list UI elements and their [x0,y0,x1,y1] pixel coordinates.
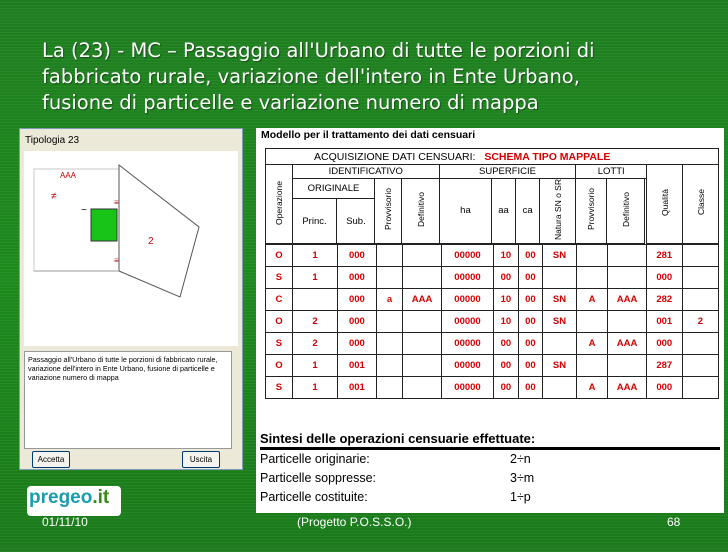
cell-sub: 000 [338,266,376,288]
census-model-sheet [256,128,724,513]
cell-ha: 00000 [441,332,493,354]
uscita-button[interactable]: Uscita [182,451,220,468]
cell-aa: 00 [494,354,518,376]
cell-ca: 00 [518,310,542,332]
header-definitivo: Definitivo [415,191,426,227]
cell-op: O [266,354,293,376]
diagram-mark-3: ≡ [114,256,119,265]
cell-qual: 282 [646,288,682,310]
header-ha: ha [440,179,492,244]
cell-cls [682,376,718,398]
cell-op: S [266,266,293,288]
cell-ha: 00000 [441,354,493,376]
cell-nat: SN [543,354,577,376]
cell-aa: 10 [494,244,518,266]
cell-op: O [266,310,293,332]
cell-princ: 1 [292,244,337,266]
cell-ca: 00 [518,354,542,376]
cell-qual: 000 [646,376,682,398]
header-originale: ORIGINALE [292,179,375,199]
cell-nat [543,376,577,398]
cell-qual: 000 [646,332,682,354]
cell-cls [682,244,718,266]
header-operazione: Operazione [273,180,284,225]
cell-cls [682,354,718,376]
sintesi-label: Particelle originarie: [260,452,370,466]
cell-qual: 000 [646,266,682,288]
cell-princ: 1 [292,354,337,376]
cell-def: AAA [403,288,441,310]
title-line-2: fabbricato rurale, variazione dell'intero in Ente Urbano, [42,65,580,88]
cell-aa: 10 [494,310,518,332]
cell-prov [376,266,403,288]
sintesi-row-costituite [260,488,720,507]
cell-prov [376,310,403,332]
header-lotti-provvisorio: Provvisorio [586,188,597,231]
cell-prov [376,376,403,398]
sintesi-value: 1÷p [510,490,531,504]
sintesi-section [260,431,720,507]
cell-nat [543,266,577,288]
header-superficie: SUPERFICIE [440,165,576,179]
cell-op: S [266,332,293,354]
schema-label: SCHEMA TIPO MAPPALE [484,150,611,163]
header-ca: ca [516,179,540,244]
cell-ca: 00 [518,376,542,398]
cell-ca: 00 [518,266,542,288]
header-provvisorio: Provvisorio [383,188,394,231]
census-grid [265,148,719,244]
diagram-canvas [24,151,238,346]
cell-sub: 000 [338,310,376,332]
cell-princ: 1 [292,266,337,288]
model-label: Modello per il trattamento dei dati censuari [261,129,476,141]
slide-title [42,38,702,116]
cell-nat: SN [543,310,577,332]
green-building [91,209,117,241]
cell-prov: a [376,288,403,310]
header-sub: Sub. [337,199,375,244]
cell-nat [543,332,577,354]
header-natura: Natura SN o SR [552,179,563,240]
cell-sub: 000 [338,288,376,310]
cell-princ: 2 [292,310,337,332]
table-row [266,376,719,398]
diagram-mark-2: ≡ [114,198,119,207]
pregeo-logo [27,486,121,516]
cell-prov [376,354,403,376]
sintesi-row-soppresse [260,469,720,488]
cell-ldef: AAA [608,332,646,354]
cell-ca: 00 [518,244,542,266]
cell-prov [376,332,403,354]
cell-ldef [608,310,646,332]
cell-ldef [608,244,646,266]
cell-qual: 001 [646,310,682,332]
cell-ldef [608,266,646,288]
cell-lprov [576,354,607,376]
header-aa: aa [491,179,515,244]
sintesi-row-originarie [260,450,720,469]
cell-sub: 000 [338,332,376,354]
cell-qual: 287 [646,354,682,376]
cell-aa: 00 [494,266,518,288]
cell-ha: 00000 [441,310,493,332]
cell-ca: 00 [518,332,542,354]
cell-sub: 001 [338,354,376,376]
header-identificativo: IDENTIFICATIVO [292,165,440,179]
cell-cls [682,332,718,354]
cell-lprov: A [576,376,607,398]
header-classe: Classe [695,189,706,216]
cell-def [403,244,441,266]
cell-ha: 00000 [441,266,493,288]
cell-princ: 1 [292,376,337,398]
logo-text: pregeo [29,487,93,508]
cell-sub: 001 [338,376,376,398]
cell-aa: 10 [494,288,518,310]
sintesi-value: 2÷n [510,452,531,466]
cell-ha: 00000 [441,244,493,266]
cell-aa: 00 [494,332,518,354]
cell-ldef [608,354,646,376]
cell-princ [292,288,337,310]
cell-op: O [266,244,293,266]
cell-def [403,354,441,376]
title-line-1: La (23) - MC – Passaggio all'Urbano di tutte le porzioni di [42,39,595,62]
diagram-label-aaa: AAA [60,171,77,180]
cell-ca: 00 [518,288,542,310]
diagram-label-tilde: ~ [81,205,87,216]
cell-ldef: AAA [608,376,646,398]
table-row [266,244,719,266]
diagram-label-num: 2 [148,236,154,247]
title-line-3: fusione di particelle e variazione numero di mappa [42,91,539,114]
cell-sub: 000 [338,244,376,266]
accetta-button[interactable]: Accetta [32,451,70,468]
table-row [266,266,719,288]
page-number: 68 [667,515,681,529]
acquisizione-label: ACQUISIZIONE DATI CENSUARI: [314,150,476,163]
table-row [266,310,719,332]
cell-def [403,332,441,354]
header-lotti: LOTTI [576,165,647,179]
cell-cls [682,288,718,310]
cell-ldef: AAA [608,288,646,310]
diagram-mark-1: ≠ [51,191,57,202]
cell-nat: SN [543,288,577,310]
footer-date: 01/11/10 [42,515,88,529]
cell-lprov [576,310,607,332]
cell-qual: 281 [646,244,682,266]
sintesi-title: Sintesi delle operazioni censuarie effettuate: [260,431,720,450]
cell-op: S [266,376,293,398]
parcel-diagram [24,151,238,346]
cell-prov [376,244,403,266]
tipologia-dialog [19,128,243,470]
footer-project: (Progetto P.O.S.S.O.) [297,515,412,529]
dialog-title: Tipologia 23 [25,135,80,146]
header-lotti-definitivo: Definitivo [620,191,631,227]
cell-cls: 2 [682,310,718,332]
sintesi-value: 3÷m [510,471,535,485]
header-qualita: Qualità [659,189,670,216]
cell-def [403,310,441,332]
cell-nat: SN [543,244,577,266]
census-rows [265,244,719,399]
cell-lprov: A [576,288,607,310]
cell-aa: 00 [494,376,518,398]
table-row [266,288,719,310]
description-box: Passaggio all'Urbano di tutte le porzioni di fabbricato rurale, variazione dell'intero in Ente Urbano, fusione di particelle e variazione numero di mappa [24,351,232,449]
table-row [266,354,719,376]
cell-ha: 00000 [441,376,493,398]
cell-op: C [266,288,293,310]
cell-lprov: A [576,332,607,354]
header-princ: Princ. [292,199,337,244]
cell-princ: 2 [292,332,337,354]
cell-def [403,266,441,288]
cell-lprov [576,266,607,288]
cell-def [403,376,441,398]
sintesi-label: Particelle costituite: [260,490,368,504]
cell-ha: 00000 [441,288,493,310]
table-row [266,332,719,354]
cell-lprov [576,244,607,266]
cell-cls [682,266,718,288]
logo-suffix: .it [92,487,110,508]
sintesi-label: Particelle soppresse: [260,471,377,485]
